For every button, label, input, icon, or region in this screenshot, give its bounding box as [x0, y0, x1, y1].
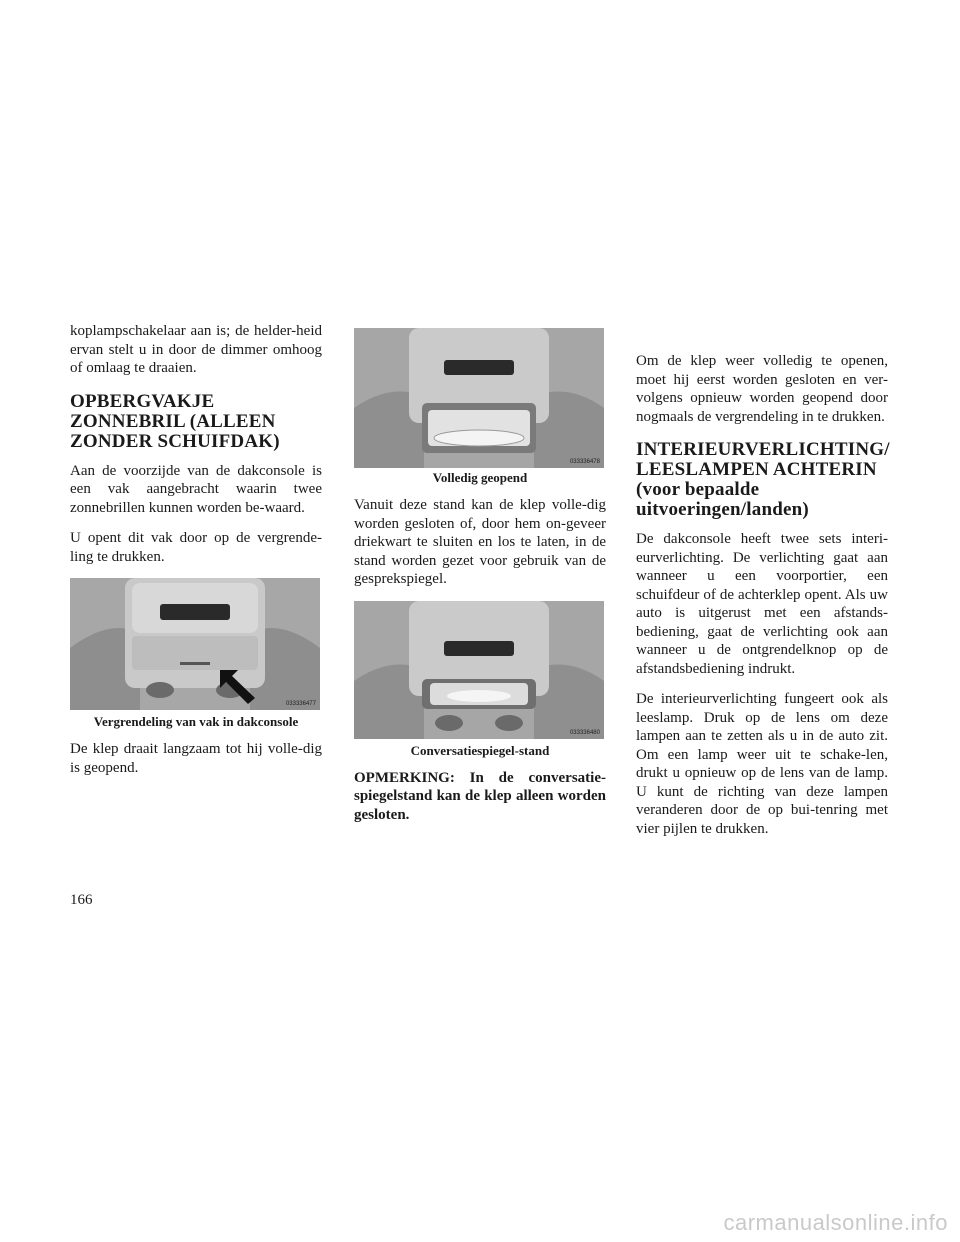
paragraph: koplampschakelaar aan is; de helder-heid ervan stelt u in door de dimmer omhoog of omlaag te draaien.: [70, 323, 322, 376]
figure-code: 033336480: [569, 729, 600, 736]
paragraph: U opent dit vak door op de vergrende-ling te drukken.: [70, 530, 322, 565]
paragraph: Aan de voorzijde van de dakconsole is een vak aangebracht waarin twee zonnebrillen kunnen worden be-waard.: [70, 462, 322, 516]
figure-caption: Volledig geopend: [432, 470, 528, 485]
conversation-mirror-photo: [354, 601, 604, 739]
figure-conversation-mirror: [354, 601, 606, 759]
paragraph: De klep draait langzaam tot hij volle-dig is geopend.: [70, 741, 322, 776]
figure-caption: Conversatiespiegel-stand: [410, 742, 550, 758]
paragraph: De interieurverlichting fungeert ook als leeslamp. Druk op de lens om deze lampen aan te zetten als u in de auto zit. Om een lamp weer uit te schake-len, drukt u opnieuw op de lens van de lamp. U kunt de richting van deze lampen veranderen door de op bui-tenring met vier pijlen te drukken.: [636, 691, 888, 837]
console-latch-photo: [70, 578, 320, 710]
figure-caption: Vergrendeling van vak in dakconsole: [93, 714, 299, 729]
figure-console-latch: [70, 578, 322, 730]
section-heading-interior-lights: INTERIEURVERLICHTING/ LEESLAMPEN ACHTERIN (voor bepaalde uitvoeringen/landen): [636, 439, 890, 520]
section-heading-sunglass-bin: OPBERGVAKJE ZONNEBRIL (ALLEEN ZONDER SCHUIFDAK): [70, 390, 280, 452]
column-left: [70, 322, 322, 789]
figure-code: 033336478: [569, 459, 600, 465]
figure-fully-open: [354, 328, 606, 486]
paragraph: De dakconsole heeft twee sets interi-eurverlichting. De verlichting gaat aan wanneer u een voorportier, een schuifdeur of de achterklep opent. Als uw auto is uitgerust met een afstands-bediening, gaat de verlichting ook aan wanneer u de ontgrendelknop op de afstandsbediening indrukt.: [636, 531, 888, 677]
page-number: 166: [70, 892, 93, 908]
column-middle: [354, 322, 606, 834]
paragraph: Om de klep weer volledig te openen, moet hij eerst worden gesloten en ver-volgens opnieuw worden geopend door nogmaals de vergrendeling in te drukken.: [636, 353, 888, 425]
column-right: [636, 322, 888, 850]
fully-open-photo: [354, 328, 604, 468]
figure-code: 033336477: [285, 701, 316, 707]
watermark: carmanualsonline.info: [723, 1210, 948, 1235]
note-paragraph: OPMERKING: In de conversatie-spiegelstand kan de klep alleen worden gesloten.: [354, 769, 606, 823]
paragraph: Vanuit deze stand kan de klep volle-dig worden gesloten of, door hem on-geveer driekwart te sluiten en los te laten, in de stand worden gezet voor gebruik van de gesprekspiegel.: [354, 497, 606, 587]
